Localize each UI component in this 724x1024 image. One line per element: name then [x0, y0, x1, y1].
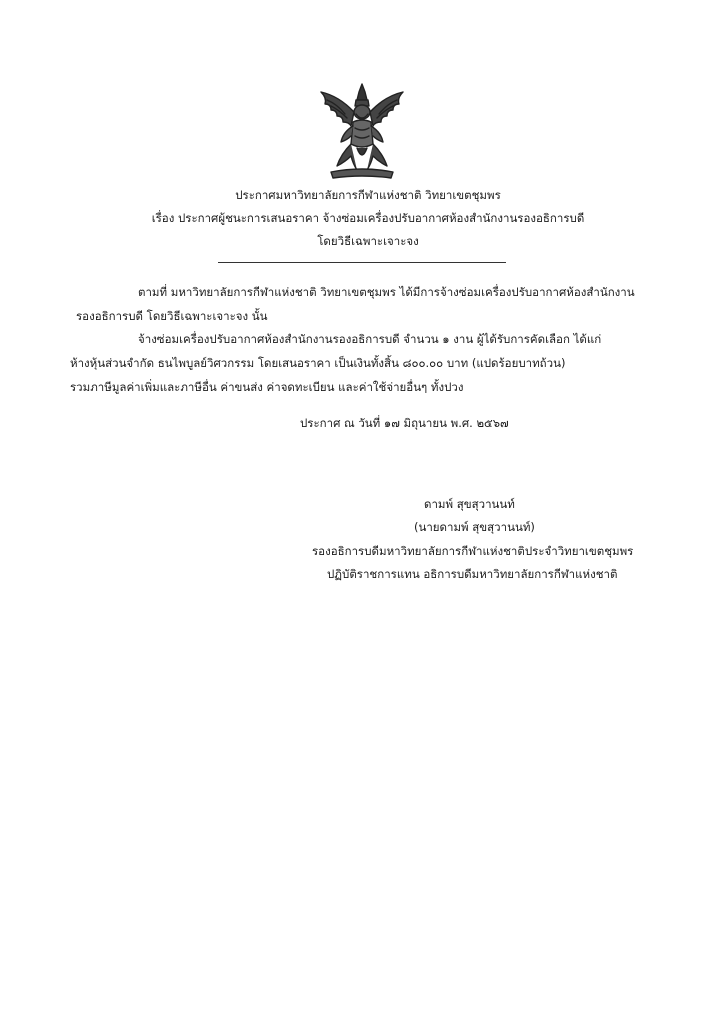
signatory-position-line-1: รองอธิการบดีมหาวิทยาลัยการกีฬาแห่งชาติประจำวิทยาเขตชุมพร [312, 544, 634, 558]
heading-divider [218, 262, 506, 263]
signature-name: ดามพ์ สุขสุวานนท์ [424, 497, 515, 511]
body-paragraph-2-line-1: จ้างซ่อมเครื่องปรับอากาศห้องสำนักงานรองอธิการบดี จำนวน ๑ งาน ผู้ได้รับการคัดเลือก ได้แก่ [138, 332, 602, 346]
document-title: ประกาศมหาวิทยาลัยการกีฬาแห่งชาติ วิทยาเขตชุมพร [235, 188, 501, 202]
body-paragraph-1-line-2: รองอธิการบดี โดยวิธีเฉพาะเจาะจง นั้น [76, 309, 268, 323]
signatory-position-line-2: ปฏิบัติราชการแทน อธิการบดีมหาวิทยาลัยการกีฬาแห่งชาติ [327, 567, 618, 581]
body-paragraph-2-line-2: ห้างหุ้นส่วนจำกัด ธนไพบูลย์วิศวกรรม โดยเสนอราคา เป็นเงินทั้งสิ้น ๘๐๐.๐๐ บาท (แปดร้อยบาทถ้วน) [70, 356, 566, 370]
garuda-emblem-icon [311, 82, 413, 182]
body-paragraph-1-line-1: ตามที่ มหาวิทยาลัยการกีฬาแห่งชาติ วิทยาเขตชุมพร ได้มีการจ้างซ่อมเครื่องปรับอากาศห้องสำนักงาน [138, 285, 635, 299]
document-subject: เรื่อง ประกาศผู้ชนะการเสนอราคา จ้างซ่อมเครื่องปรับอากาศห้องสำนักงานรองอธิการบดี [151, 211, 585, 225]
announcement-date: ประกาศ ณ วันที่ ๑๗ มิถุนายน พ.ศ. ๒๕๖๗ [300, 416, 509, 430]
body-paragraph-2-line-3: รวมภาษีมูลค่าเพิ่มและภาษีอื่น ค่าขนส่ง ค่าจดทะเบียน และค่าใช้จ่ายอื่นๆ ทั้งปวง [70, 380, 464, 394]
document-method: โดยวิธีเฉพาะเจาะจง [317, 234, 419, 248]
signatory-full-name: (นายดามพ์ สุขสุวานนท์) [414, 520, 535, 534]
